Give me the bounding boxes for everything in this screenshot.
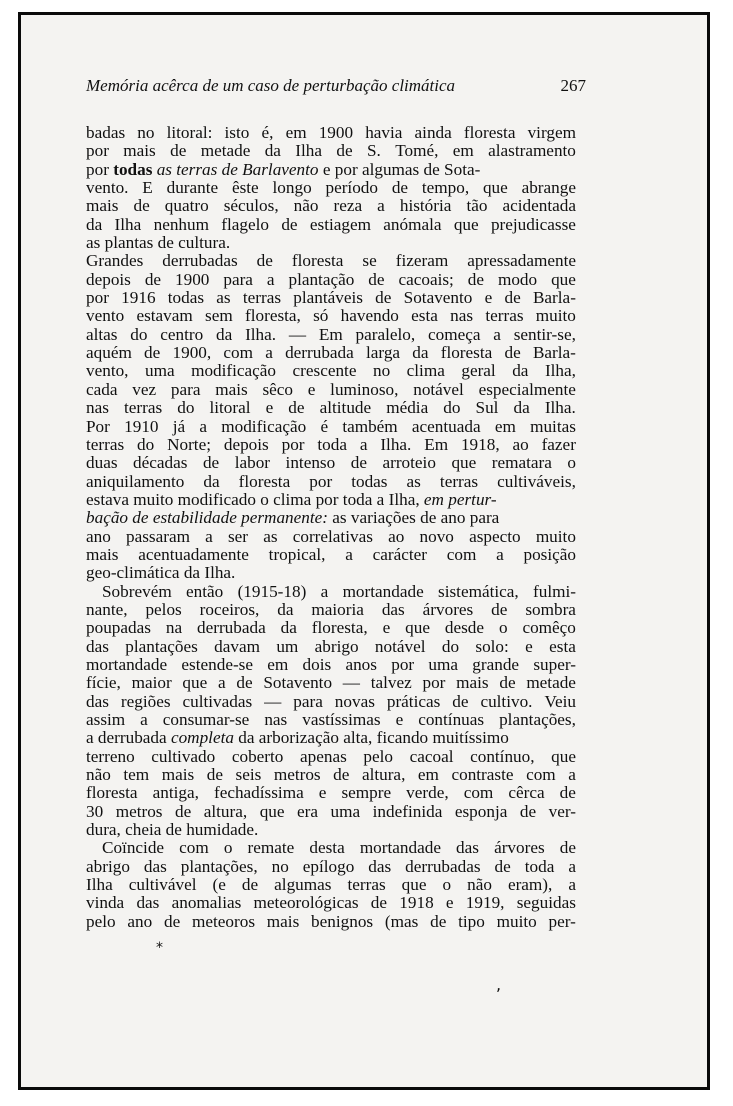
running-header <box>86 76 586 96</box>
text-line: Sobrevém então (1915-18) a mortandade sistemática, fulmi- <box>102 581 576 601</box>
text-line: terreno cultivado coberto apenas pelo cacoal contínuo, que <box>86 746 576 766</box>
stray-mark: , <box>496 975 502 994</box>
text-line <box>86 161 576 179</box>
text-run: a derrubada <box>86 728 171 748</box>
text-line: fície, maior que a de Sotavento — talvez por mais de metade <box>86 673 576 693</box>
text-line: nante, pelos roceiros, da maioria das árvores de sombra <box>86 599 576 619</box>
text-run: e por algumas de Sota- <box>318 159 481 179</box>
asterisk-mark: * <box>156 940 163 956</box>
text-line <box>86 491 576 509</box>
text-line <box>86 509 576 527</box>
page-number: 267 <box>560 76 586 95</box>
text-run: as variações de ano para <box>328 508 500 528</box>
text-line: badas no litoral: isto é, em 1900 havia ainda floresta virgem <box>86 123 576 142</box>
text-line: geo-climática da Ilha. <box>86 563 236 583</box>
text-line: Grandes derrubadas de floresta se fizeram apressadamente <box>86 251 576 271</box>
text-line: nas terras do litoral e de altitude média do Sul da Ilha. <box>86 398 576 418</box>
text-line: das regiões cultivadas — para novas práticas de cultivo. Veiu <box>86 691 576 711</box>
italic-phrase: em pertur- <box>423 489 497 509</box>
italic-phrase: as terras de Barlavento <box>156 159 319 179</box>
text-line: vento, uma modificação crescente no clima geral da Ilha, <box>86 361 576 381</box>
text-line: por mais de metade da Ilha de S. Tomé, em alastramento <box>86 141 576 161</box>
bold-word: todas <box>113 159 153 179</box>
running-title: Memória acêrca de um caso de perturbação climática <box>86 76 456 95</box>
text-line: dura, cheia de humidade. <box>86 820 259 840</box>
text-line: da Ilha nenhum flagelo de estiagem anómala que prejudicasse <box>86 214 576 234</box>
text-line: duas décadas de labor intenso de arroteio que rematara o <box>86 453 576 473</box>
text-line: por 1916 todas as terras plantáveis de Sotavento e de Barla- <box>86 288 576 308</box>
text-line: as plantas de cultura. <box>86 233 231 253</box>
text-line: aniquilamento da floresta por todas as terras cultiváveis, <box>86 471 576 491</box>
text-line: depois de 1900 para a plantação de cacoais; de modo que <box>86 269 576 289</box>
text-line: cada vez para mais sêco e luminoso, notável especialmente <box>86 379 576 399</box>
italic-phrase: completa <box>170 728 234 748</box>
text-line: mortandade estende-se em dois anos por uma grande super- <box>86 654 576 674</box>
body-text <box>86 124 576 931</box>
text-line <box>86 729 576 747</box>
italic-phrase: bação de estabilidade permanente: <box>86 508 328 528</box>
text-run: por <box>86 159 114 179</box>
text-line: Ilha cultivável (e de algumas terras que o não eram), a <box>86 875 576 895</box>
text-line: não tem mais de seis metros de altura, em contraste com a <box>86 765 576 785</box>
text-line: assim a consumar-se nas vastíssimas e contínuas plantações, <box>86 710 576 729</box>
text-line: 30 metros de altura, que era uma indefinida esponja de ver- <box>86 801 576 821</box>
text-run: estava muito modificado o clima por toda a Ilha, <box>86 489 424 509</box>
text-line: mais acentuadamente tropical, a carácter com a posição <box>86 544 576 564</box>
text-line: aquém de 1900, com a derrubada larga da floresta de Barla- <box>86 343 576 363</box>
text-line: Coïncide com o remate desta mortandade das árvores de <box>102 838 576 858</box>
text-line: vinda das anomalias meteorológicas de 1918 e 1919, seguidas <box>86 893 576 913</box>
text-line: abrigo das plantações, no epílogo das derrubadas de toda a <box>86 856 576 876</box>
text-run: da arborização alta, ficando muitíssimo <box>233 728 509 748</box>
text-line: ano passaram a ser as correlativas ao novo aspecto muito <box>86 526 576 546</box>
text-line: Por 1910 já a modificação é também acentuada em muitas <box>86 416 576 436</box>
text-line: das plantações davam um abrigo notável do solo: e esta <box>86 636 576 656</box>
text-line: terras do Norte; depois por toda a Ilha. Em 1918, ao fazer <box>86 434 576 454</box>
text-line: pelo ano de meteoros mais benignos (mas de tipo muito per- <box>86 911 576 931</box>
text-line: vento estavam sem floresta, só havendo esta nas terras muito <box>86 306 576 326</box>
text-line: floresta antiga, fechadíssima e sempre verde, com cêrca de <box>86 783 576 803</box>
text-line: vento. E durante êste longo período de tempo, que abrange <box>86 178 576 198</box>
text-line: altas do centro da Ilha. — Em paralelo, começa a sentir-se, <box>86 324 576 344</box>
text-line: poupadas na derrubada da floresta, e que desde o comêço <box>86 618 576 638</box>
text-line: mais de quatro séculos, não reza a história tão acidentada <box>86 196 576 216</box>
